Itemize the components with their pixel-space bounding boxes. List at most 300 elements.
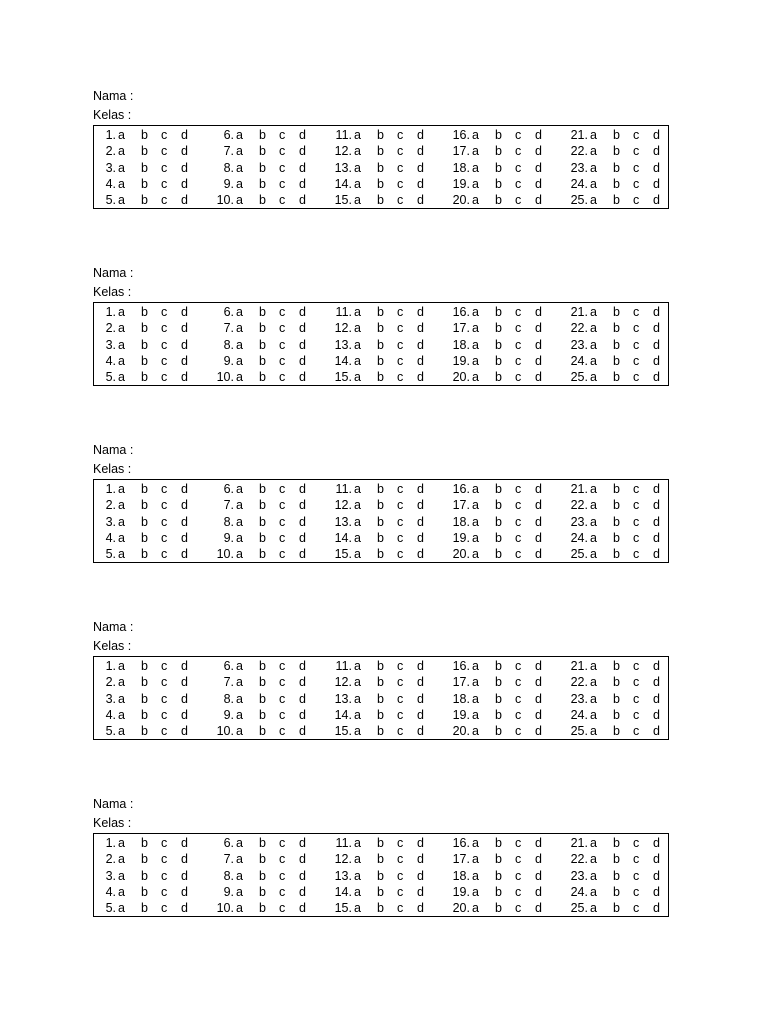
option-c[interactable]: c	[397, 724, 404, 738]
option-c[interactable]: c	[515, 659, 522, 673]
option-b[interactable]: b	[495, 659, 502, 673]
option-d[interactable]: d	[535, 692, 542, 706]
option-c[interactable]: c	[397, 498, 404, 512]
option-b[interactable]: b	[259, 482, 266, 496]
option-a[interactable]: a	[590, 498, 597, 512]
option-a[interactable]: a	[472, 836, 479, 850]
option-d[interactable]: d	[181, 321, 188, 335]
option-b[interactable]: b	[613, 515, 620, 529]
option-a[interactable]: a	[590, 852, 597, 866]
option-d[interactable]: d	[299, 869, 306, 883]
option-b[interactable]: b	[377, 370, 384, 384]
option-b[interactable]: b	[495, 305, 502, 319]
option-b[interactable]: b	[495, 482, 502, 496]
option-a[interactable]: a	[354, 836, 361, 850]
option-d[interactable]: d	[181, 692, 188, 706]
option-d[interactable]: d	[181, 177, 188, 191]
option-b[interactable]: b	[259, 708, 266, 722]
option-d[interactable]: d	[417, 177, 424, 191]
option-b[interactable]: b	[141, 515, 148, 529]
option-c[interactable]: c	[397, 370, 404, 384]
option-c[interactable]: c	[161, 708, 168, 722]
option-d[interactable]: d	[299, 515, 306, 529]
option-d[interactable]: d	[653, 852, 660, 866]
option-a[interactable]: a	[118, 482, 125, 496]
option-b[interactable]: b	[259, 338, 266, 352]
option-a[interactable]: a	[236, 193, 243, 207]
option-d[interactable]: d	[653, 321, 660, 335]
option-c[interactable]: c	[633, 370, 640, 384]
option-c[interactable]: c	[515, 321, 522, 335]
option-a[interactable]: a	[590, 675, 597, 689]
option-d[interactable]: d	[417, 836, 424, 850]
option-d[interactable]: d	[535, 128, 542, 142]
option-c[interactable]: c	[515, 547, 522, 561]
option-d[interactable]: d	[653, 354, 660, 368]
option-c[interactable]: c	[161, 724, 168, 738]
option-c[interactable]: c	[279, 128, 286, 142]
option-b[interactable]: b	[613, 498, 620, 512]
option-d[interactable]: d	[181, 161, 188, 175]
option-b[interactable]: b	[377, 128, 384, 142]
option-a[interactable]: a	[118, 901, 125, 915]
option-c[interactable]: c	[633, 531, 640, 545]
option-a[interactable]: a	[590, 193, 597, 207]
option-a[interactable]: a	[118, 692, 125, 706]
option-d[interactable]: d	[653, 193, 660, 207]
option-c[interactable]: c	[279, 675, 286, 689]
option-a[interactable]: a	[354, 177, 361, 191]
option-b[interactable]: b	[377, 885, 384, 899]
option-c[interactable]: c	[515, 724, 522, 738]
option-b[interactable]: b	[259, 305, 266, 319]
option-b[interactable]: b	[259, 692, 266, 706]
option-c[interactable]: c	[397, 338, 404, 352]
option-b[interactable]: b	[259, 869, 266, 883]
option-a[interactable]: a	[354, 321, 361, 335]
option-a[interactable]: a	[472, 498, 479, 512]
option-d[interactable]: d	[299, 370, 306, 384]
option-d[interactable]: d	[181, 531, 188, 545]
option-d[interactable]: d	[535, 498, 542, 512]
option-c[interactable]: c	[397, 547, 404, 561]
option-c[interactable]: c	[161, 531, 168, 545]
option-c[interactable]: c	[279, 161, 286, 175]
option-c[interactable]: c	[633, 692, 640, 706]
option-a[interactable]: a	[590, 161, 597, 175]
option-b[interactable]: b	[259, 515, 266, 529]
option-a[interactable]: a	[118, 354, 125, 368]
option-a[interactable]: a	[236, 547, 243, 561]
option-c[interactable]: c	[633, 547, 640, 561]
option-b[interactable]: b	[377, 901, 384, 915]
option-c[interactable]: c	[397, 128, 404, 142]
option-a[interactable]: a	[472, 901, 479, 915]
option-d[interactable]: d	[653, 305, 660, 319]
option-c[interactable]: c	[515, 515, 522, 529]
option-d[interactable]: d	[535, 836, 542, 850]
option-a[interactable]: a	[590, 531, 597, 545]
option-a[interactable]: a	[118, 852, 125, 866]
option-b[interactable]: b	[495, 692, 502, 706]
option-a[interactable]: a	[590, 724, 597, 738]
option-d[interactable]: d	[299, 708, 306, 722]
option-b[interactable]: b	[495, 498, 502, 512]
option-b[interactable]: b	[377, 144, 384, 158]
option-b[interactable]: b	[613, 128, 620, 142]
option-a[interactable]: a	[118, 708, 125, 722]
option-c[interactable]: c	[279, 692, 286, 706]
option-c[interactable]: c	[161, 305, 168, 319]
option-a[interactable]: a	[236, 128, 243, 142]
option-b[interactable]: b	[259, 128, 266, 142]
option-d[interactable]: d	[299, 724, 306, 738]
option-d[interactable]: d	[535, 161, 542, 175]
option-a[interactable]: a	[354, 901, 361, 915]
option-c[interactable]: c	[161, 193, 168, 207]
option-a[interactable]: a	[118, 193, 125, 207]
option-c[interactable]: c	[279, 193, 286, 207]
option-d[interactable]: d	[417, 515, 424, 529]
option-b[interactable]: b	[613, 305, 620, 319]
option-d[interactable]: d	[653, 692, 660, 706]
option-b[interactable]: b	[141, 177, 148, 191]
option-c[interactable]: c	[279, 498, 286, 512]
option-c[interactable]: c	[633, 675, 640, 689]
option-a[interactable]: a	[236, 531, 243, 545]
option-c[interactable]: c	[515, 869, 522, 883]
option-b[interactable]: b	[495, 531, 502, 545]
option-d[interactable]: d	[417, 531, 424, 545]
option-d[interactable]: d	[653, 370, 660, 384]
option-c[interactable]: c	[515, 370, 522, 384]
option-a[interactable]: a	[590, 885, 597, 899]
option-c[interactable]: c	[279, 338, 286, 352]
option-a[interactable]: a	[236, 144, 243, 158]
option-b[interactable]: b	[613, 177, 620, 191]
option-d[interactable]: d	[417, 885, 424, 899]
option-d[interactable]: d	[299, 321, 306, 335]
option-d[interactable]: d	[653, 836, 660, 850]
option-b[interactable]: b	[495, 901, 502, 915]
option-c[interactable]: c	[161, 692, 168, 706]
option-a[interactable]: a	[236, 321, 243, 335]
option-d[interactable]: d	[417, 161, 424, 175]
option-d[interactable]: d	[535, 885, 542, 899]
option-b[interactable]: b	[377, 724, 384, 738]
option-a[interactable]: a	[118, 177, 125, 191]
option-b[interactable]: b	[377, 708, 384, 722]
option-b[interactable]: b	[259, 193, 266, 207]
option-c[interactable]: c	[397, 531, 404, 545]
option-c[interactable]: c	[633, 321, 640, 335]
option-a[interactable]: a	[472, 675, 479, 689]
option-b[interactable]: b	[259, 659, 266, 673]
option-d[interactable]: d	[299, 836, 306, 850]
option-d[interactable]: d	[535, 515, 542, 529]
option-d[interactable]: d	[299, 659, 306, 673]
option-b[interactable]: b	[141, 852, 148, 866]
option-b[interactable]: b	[377, 193, 384, 207]
option-d[interactable]: d	[417, 901, 424, 915]
option-c[interactable]: c	[633, 659, 640, 673]
option-c[interactable]: c	[633, 498, 640, 512]
option-b[interactable]: b	[141, 370, 148, 384]
option-c[interactable]: c	[161, 370, 168, 384]
option-a[interactable]: a	[354, 515, 361, 529]
option-a[interactable]: a	[118, 869, 125, 883]
option-c[interactable]: c	[397, 177, 404, 191]
option-c[interactable]: c	[279, 869, 286, 883]
option-b[interactable]: b	[141, 193, 148, 207]
option-a[interactable]: a	[472, 852, 479, 866]
option-a[interactable]: a	[118, 321, 125, 335]
option-a[interactable]: a	[590, 547, 597, 561]
option-d[interactable]: d	[181, 675, 188, 689]
option-d[interactable]: d	[299, 692, 306, 706]
option-b[interactable]: b	[377, 498, 384, 512]
option-d[interactable]: d	[535, 852, 542, 866]
option-d[interactable]: d	[299, 177, 306, 191]
option-c[interactable]: c	[633, 836, 640, 850]
option-c[interactable]: c	[161, 482, 168, 496]
option-d[interactable]: d	[535, 354, 542, 368]
option-b[interactable]: b	[613, 482, 620, 496]
option-b[interactable]: b	[613, 724, 620, 738]
option-a[interactable]: a	[590, 354, 597, 368]
option-d[interactable]: d	[535, 531, 542, 545]
option-a[interactable]: a	[118, 515, 125, 529]
option-c[interactable]: c	[161, 128, 168, 142]
option-c[interactable]: c	[279, 482, 286, 496]
option-c[interactable]: c	[515, 338, 522, 352]
option-d[interactable]: d	[653, 144, 660, 158]
option-a[interactable]: a	[118, 161, 125, 175]
option-d[interactable]: d	[653, 482, 660, 496]
option-a[interactable]: a	[236, 901, 243, 915]
option-c[interactable]: c	[515, 531, 522, 545]
option-d[interactable]: d	[535, 482, 542, 496]
option-d[interactable]: d	[181, 547, 188, 561]
option-a[interactable]: a	[354, 193, 361, 207]
option-a[interactable]: a	[236, 659, 243, 673]
option-b[interactable]: b	[613, 531, 620, 545]
option-a[interactable]: a	[354, 885, 361, 899]
option-a[interactable]: a	[236, 305, 243, 319]
option-c[interactable]: c	[161, 852, 168, 866]
option-c[interactable]: c	[397, 305, 404, 319]
option-b[interactable]: b	[613, 547, 620, 561]
option-a[interactable]: a	[472, 869, 479, 883]
option-c[interactable]: c	[633, 852, 640, 866]
option-a[interactable]: a	[118, 836, 125, 850]
option-d[interactable]: d	[535, 305, 542, 319]
option-d[interactable]: d	[299, 128, 306, 142]
option-d[interactable]: d	[181, 901, 188, 915]
option-a[interactable]: a	[472, 128, 479, 142]
option-c[interactable]: c	[279, 708, 286, 722]
option-a[interactable]: a	[236, 498, 243, 512]
option-a[interactable]: a	[472, 692, 479, 706]
option-b[interactable]: b	[613, 354, 620, 368]
option-a[interactable]: a	[118, 675, 125, 689]
option-b[interactable]: b	[259, 724, 266, 738]
option-a[interactable]: a	[236, 370, 243, 384]
option-a[interactable]: a	[472, 193, 479, 207]
option-b[interactable]: b	[495, 338, 502, 352]
option-d[interactable]: d	[417, 144, 424, 158]
option-d[interactable]: d	[181, 305, 188, 319]
option-c[interactable]: c	[279, 321, 286, 335]
option-d[interactable]: d	[417, 354, 424, 368]
option-a[interactable]: a	[354, 692, 361, 706]
option-b[interactable]: b	[377, 321, 384, 335]
option-d[interactable]: d	[181, 885, 188, 899]
option-c[interactable]: c	[633, 144, 640, 158]
option-a[interactable]: a	[472, 144, 479, 158]
option-c[interactable]: c	[515, 482, 522, 496]
option-c[interactable]: c	[397, 869, 404, 883]
option-b[interactable]: b	[259, 177, 266, 191]
option-a[interactable]: a	[472, 482, 479, 496]
option-b[interactable]: b	[377, 338, 384, 352]
option-c[interactable]: c	[279, 144, 286, 158]
option-b[interactable]: b	[613, 901, 620, 915]
option-a[interactable]: a	[236, 161, 243, 175]
option-a[interactable]: a	[472, 531, 479, 545]
option-c[interactable]: c	[515, 177, 522, 191]
option-d[interactable]: d	[535, 338, 542, 352]
option-b[interactable]: b	[141, 901, 148, 915]
option-a[interactable]: a	[472, 885, 479, 899]
option-d[interactable]: d	[535, 901, 542, 915]
option-a[interactable]: a	[590, 836, 597, 850]
option-a[interactable]: a	[236, 482, 243, 496]
option-a[interactable]: a	[354, 708, 361, 722]
option-a[interactable]: a	[472, 338, 479, 352]
option-c[interactable]: c	[515, 885, 522, 899]
option-d[interactable]: d	[181, 498, 188, 512]
option-d[interactable]: d	[535, 708, 542, 722]
option-a[interactable]: a	[354, 161, 361, 175]
option-d[interactable]: d	[653, 161, 660, 175]
option-d[interactable]: d	[653, 498, 660, 512]
option-b[interactable]: b	[377, 869, 384, 883]
option-a[interactable]: a	[472, 547, 479, 561]
option-c[interactable]: c	[397, 692, 404, 706]
option-d[interactable]: d	[653, 177, 660, 191]
option-a[interactable]: a	[590, 659, 597, 673]
option-b[interactable]: b	[141, 482, 148, 496]
option-d[interactable]: d	[535, 193, 542, 207]
option-d[interactable]: d	[417, 338, 424, 352]
option-c[interactable]: c	[633, 305, 640, 319]
option-a[interactable]: a	[236, 177, 243, 191]
option-a[interactable]: a	[118, 547, 125, 561]
option-a[interactable]: a	[590, 338, 597, 352]
option-c[interactable]: c	[397, 836, 404, 850]
option-a[interactable]: a	[472, 515, 479, 529]
option-c[interactable]: c	[515, 161, 522, 175]
option-d[interactable]: d	[417, 321, 424, 335]
option-d[interactable]: d	[417, 659, 424, 673]
option-a[interactable]: a	[590, 869, 597, 883]
option-d[interactable]: d	[653, 869, 660, 883]
option-c[interactable]: c	[161, 515, 168, 529]
option-a[interactable]: a	[236, 869, 243, 883]
option-a[interactable]: a	[590, 901, 597, 915]
option-a[interactable]: a	[236, 836, 243, 850]
option-b[interactable]: b	[495, 144, 502, 158]
option-b[interactable]: b	[259, 354, 266, 368]
option-b[interactable]: b	[495, 128, 502, 142]
option-a[interactable]: a	[236, 852, 243, 866]
option-d[interactable]: d	[417, 305, 424, 319]
option-c[interactable]: c	[515, 305, 522, 319]
option-a[interactable]: a	[118, 144, 125, 158]
option-c[interactable]: c	[633, 708, 640, 722]
option-b[interactable]: b	[495, 869, 502, 883]
option-a[interactable]: a	[236, 354, 243, 368]
option-d[interactable]: d	[653, 531, 660, 545]
option-a[interactable]: a	[472, 177, 479, 191]
option-d[interactable]: d	[299, 675, 306, 689]
option-c[interactable]: c	[161, 885, 168, 899]
option-a[interactable]: a	[118, 338, 125, 352]
option-c[interactable]: c	[515, 852, 522, 866]
option-d[interactable]: d	[535, 144, 542, 158]
option-c[interactable]: c	[633, 901, 640, 915]
option-b[interactable]: b	[613, 659, 620, 673]
option-c[interactable]: c	[279, 836, 286, 850]
option-d[interactable]: d	[653, 547, 660, 561]
option-b[interactable]: b	[259, 675, 266, 689]
option-b[interactable]: b	[495, 515, 502, 529]
option-d[interactable]: d	[535, 370, 542, 384]
option-c[interactable]: c	[161, 659, 168, 673]
option-a[interactable]: a	[118, 370, 125, 384]
option-d[interactable]: d	[181, 836, 188, 850]
option-d[interactable]: d	[417, 675, 424, 689]
option-c[interactable]: c	[397, 193, 404, 207]
option-d[interactable]: d	[299, 531, 306, 545]
option-d[interactable]: d	[653, 708, 660, 722]
option-d[interactable]: d	[299, 482, 306, 496]
option-b[interactable]: b	[613, 144, 620, 158]
option-b[interactable]: b	[613, 161, 620, 175]
option-c[interactable]: c	[397, 885, 404, 899]
option-a[interactable]: a	[354, 498, 361, 512]
option-b[interactable]: b	[495, 836, 502, 850]
option-c[interactable]: c	[279, 659, 286, 673]
option-b[interactable]: b	[141, 885, 148, 899]
option-d[interactable]: d	[417, 547, 424, 561]
option-b[interactable]: b	[495, 675, 502, 689]
option-b[interactable]: b	[495, 852, 502, 866]
option-c[interactable]: c	[515, 708, 522, 722]
option-b[interactable]: b	[141, 305, 148, 319]
option-a[interactable]: a	[472, 305, 479, 319]
option-c[interactable]: c	[397, 321, 404, 335]
option-a[interactable]: a	[236, 724, 243, 738]
option-d[interactable]: d	[181, 128, 188, 142]
option-a[interactable]: a	[354, 128, 361, 142]
option-d[interactable]: d	[535, 659, 542, 673]
option-a[interactable]: a	[590, 321, 597, 335]
option-d[interactable]: d	[181, 659, 188, 673]
option-a[interactable]: a	[590, 177, 597, 191]
option-c[interactable]: c	[397, 901, 404, 915]
